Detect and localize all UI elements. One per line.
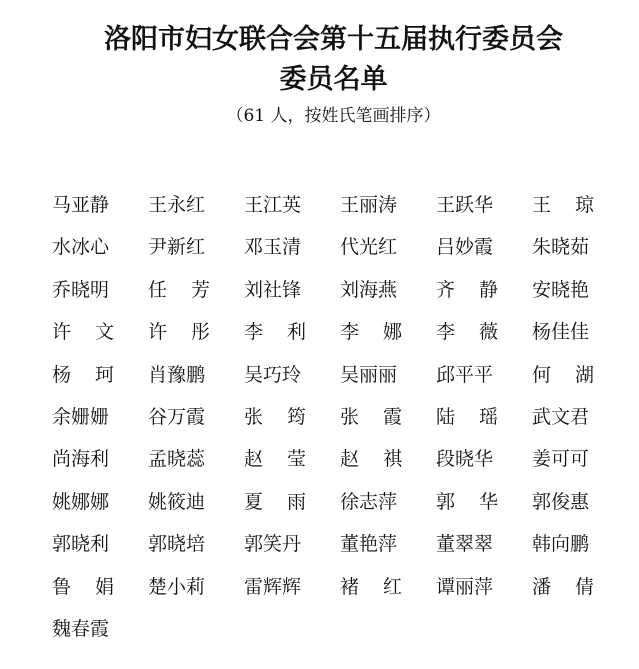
member-name: 姚娜娜 [52,490,110,513]
member-name: 李 娜 [340,321,402,344]
member-name: 王 琼 [532,194,594,216]
member-name: 吴丽丽 [340,363,398,386]
member-name: 韩向鹏 [532,533,590,556]
member-name: 姚筱迪 [148,490,206,513]
member-name: 潘 倩 [532,575,594,598]
member-name: 赵 祺 [340,448,402,471]
member-name: 谷万霞 [148,405,206,428]
member-name: 王江英 [244,194,302,216]
member-name: 夏 雨 [244,490,306,513]
member-name: 许 文 [52,321,114,344]
member-name: 孟晓蕊 [148,448,206,471]
member-name: 任 芳 [148,278,210,301]
member-name: 水冰心 [52,236,110,259]
member-name: 郭晓利 [52,533,110,556]
member-name: 徐志萍 [340,490,398,513]
member-name: 褚 红 [340,575,402,598]
member-name: 肖豫鹏 [148,363,206,386]
member-name: 董翠翠 [436,533,494,556]
member-name: 朱晓茹 [532,236,590,259]
member-name: 代光红 [340,236,398,259]
member-name: 赵 莹 [244,448,306,471]
member-name: 陆 瑶 [436,405,498,428]
member-name: 刘社锋 [244,278,302,301]
member-name: 王丽涛 [340,194,398,216]
member-name: 安晓艳 [532,278,590,301]
member-name: 王跃华 [436,194,494,216]
member-name: 杨 珂 [52,363,114,386]
member-name-list [52,190,612,656]
member-name: 郭 华 [436,490,498,513]
document-title-second-line: 委员名单 [279,64,388,95]
member-name: 楚小莉 [148,575,206,598]
member-name: 邱平平 [436,363,494,386]
member-name: 乔晓明 [52,278,110,301]
member-name: 郭晓培 [148,533,206,556]
member-name: 许 彤 [148,321,210,344]
member-name: 郭俊惠 [532,490,590,513]
member-name: 吴巧玲 [244,363,302,386]
member-name: 鲁 娟 [52,575,114,598]
member-name: 姜可可 [532,448,590,471]
document-subtitle: （61 人，按姓氏笔画排序） [226,106,441,126]
member-name: 马亚静 [52,194,110,216]
member-name: 吕妙霞 [436,236,494,259]
member-name: 齐 静 [436,278,498,301]
member-name: 董艳萍 [340,533,398,556]
member-name: 邓玉清 [244,236,302,259]
member-name: 谭丽萍 [436,575,494,598]
member-name: 李 薇 [436,321,498,344]
member-name: 杨佳佳 [532,321,590,344]
member-name: 魏春霞 [52,617,110,640]
member-name: 武文君 [532,405,590,428]
member-name: 段晓华 [436,448,494,471]
member-name: 王永红 [148,194,206,216]
member-name: 刘海燕 [340,278,398,301]
member-name: 尹新红 [148,236,206,259]
member-name: 何 湖 [532,363,594,386]
document-title: 洛阳市妇女联合会第十五届执行委员会 [104,24,563,55]
member-name: 雷辉辉 [244,575,302,598]
member-name: 张 筠 [244,405,306,428]
member-name: 尚海利 [52,448,110,471]
member-name: 余姗姗 [52,405,110,428]
member-name: 李 利 [244,321,306,344]
member-name: 张 霞 [340,405,402,428]
member-name: 郭笑丹 [244,533,302,556]
